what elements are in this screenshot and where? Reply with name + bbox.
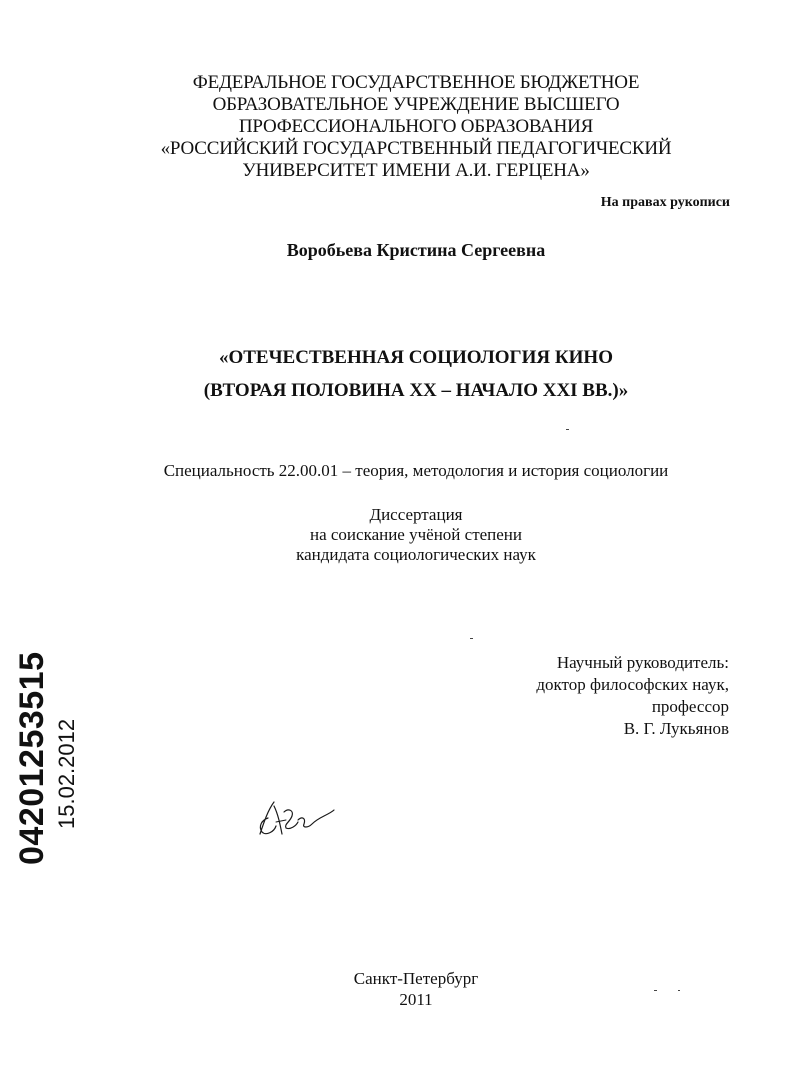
- stamp-code: 04201253515: [13, 651, 51, 865]
- dissertation-title: [20, 341, 792, 407]
- dissertation-line: Диссертация: [369, 505, 463, 524]
- place-and-year: [20, 968, 792, 1010]
- year: 2011: [399, 990, 433, 1009]
- title-line: «ОТЕЧЕСТВЕННАЯ СОЦИОЛОГИЯ КИНО: [218, 347, 613, 368]
- manuscript-note: На правах рукописи: [600, 195, 730, 210]
- supervisor-line: В. Г. Лукьянов: [623, 719, 729, 738]
- specialty: Специальность 22.00.01 – теория, методология и история социологии: [163, 461, 669, 480]
- scan-speck: [654, 990, 657, 991]
- institution-line: ПРОФЕССИОНАЛЬНОГО ОБРАЗОВАНИЯ: [238, 116, 594, 137]
- stamp-date: 15.02.2012: [54, 718, 79, 829]
- place: Санкт-Петербург: [353, 969, 479, 988]
- institution-line: ФЕДЕРАЛЬНОЕ ГОСУДАРСТВЕННОЕ БЮДЖЕТНОЕ: [192, 72, 640, 93]
- supervisor-line: Научный руководитель:: [556, 653, 729, 672]
- scan-speck: [678, 990, 680, 991]
- dissertation-type: [20, 505, 792, 565]
- institution-line: «РОССИЙСКИЙ ГОСУДАРСТВЕННЫЙ ПЕДАГОГИЧЕСКИЙ: [160, 138, 672, 159]
- dissertation-line: на соискание учёной степени: [309, 525, 523, 544]
- supervisor-line: профессор: [651, 697, 729, 716]
- institution-line: ОБРАЗОВАТЕЛЬНОЕ УЧРЕЖДЕНИЕ ВЫСШЕГО: [212, 94, 620, 115]
- signature-icon: [254, 796, 336, 842]
- supervisor-block: [536, 652, 729, 740]
- scan-speck: [566, 429, 569, 430]
- dissertation-line: кандидата социологических наук: [296, 545, 536, 564]
- institution-header: [20, 72, 792, 182]
- title-line: (ВТОРАЯ ПОЛОВИНА XX – НАЧАЛО XXI ВВ.)»: [203, 380, 629, 401]
- author-name: Воробьева Кристина Сергеевна: [286, 240, 546, 260]
- scan-speck: [470, 638, 473, 639]
- institution-line: УНИВЕРСИТЕТ ИМЕНИ А.И. ГЕРЦЕНА»: [242, 160, 590, 181]
- supervisor-line: доктор философских наук,: [536, 675, 729, 694]
